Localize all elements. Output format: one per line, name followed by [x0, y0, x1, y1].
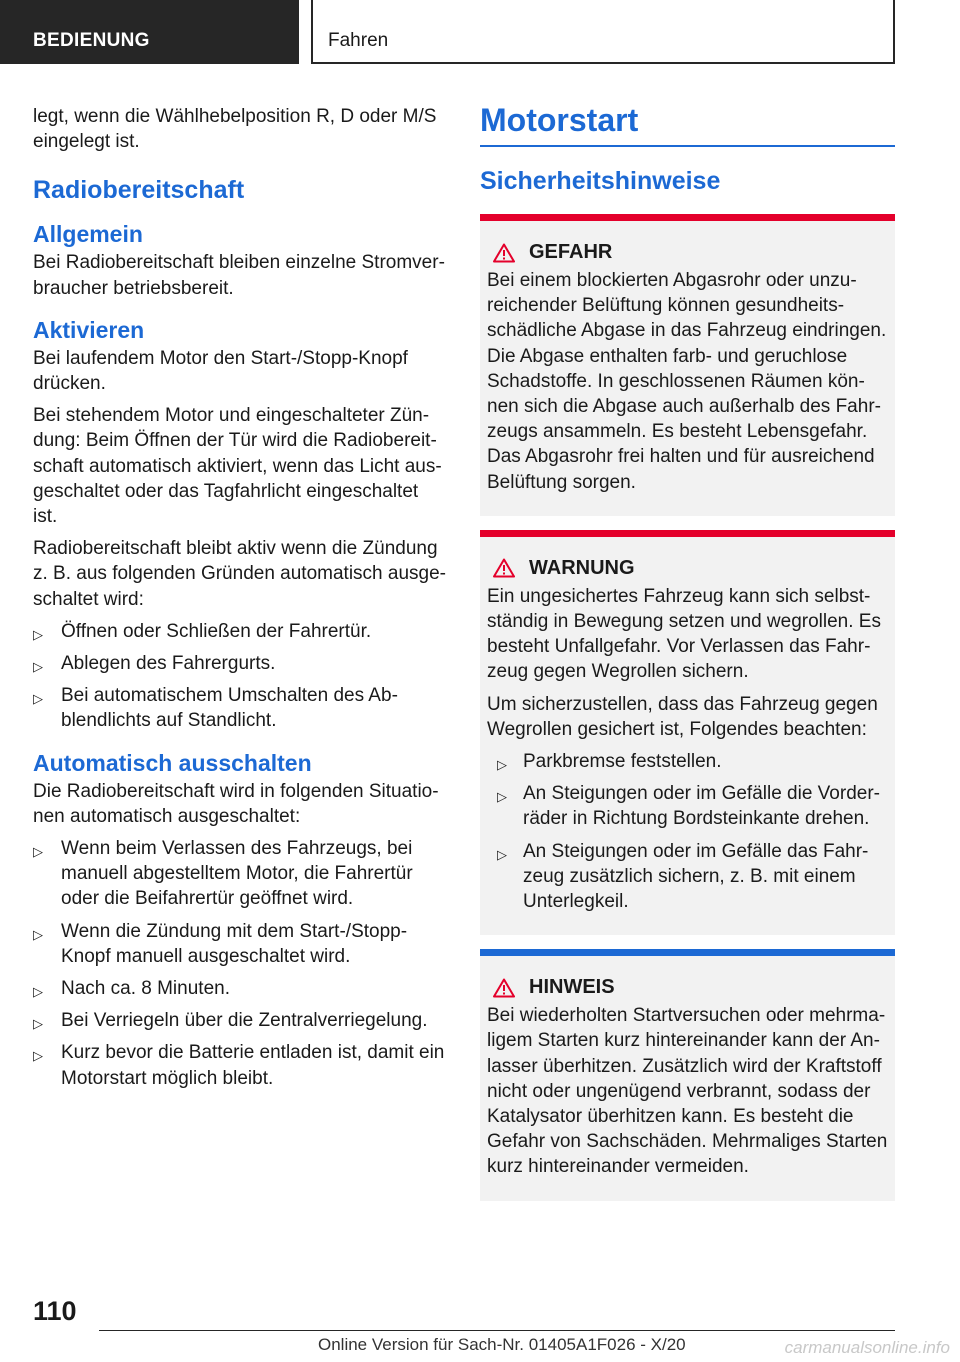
triangle-bullet-icon: ▷	[33, 926, 43, 942]
warning-heading	[487, 557, 888, 580]
allgemein-text: Bei Radiobereitschaft bleiben einzelne Stromverbraucher betriebsbereit.	[33, 252, 445, 299]
aktivieren-p1: Bei laufendem Motor den Start-/Stopp-Knopf drücken.	[33, 347, 408, 395]
danger-label: GEFAHR	[529, 241, 613, 263]
list-item: ▷ Parkbremse feststellen.	[487, 749, 888, 774]
triangle-bullet-icon: ▷	[497, 757, 507, 773]
intro-paragraph: legt, wenn die Wählhebelposition R, D oder M/S eingelegt ist.	[33, 106, 437, 153]
hinweis-label: HINWEIS	[529, 976, 615, 999]
subheading-aktivieren: Aktivieren	[33, 316, 145, 343]
aktivieren-p2: Bei stehendem Motor und eingeschalteter Zündung: Beim Öffnen der Tür wird die Radiobereitschaft automatisch aktiviert, wenn das Licht ausgeschaltet oder das Tagfahrlicht eingeschaltet ist.	[33, 405, 442, 528]
list-item: ▷ Kurz bevor die Batterie entladen ist, damit ein Motorstart möglich bleibt.	[33, 1042, 445, 1089]
section-title-sicherheitshinweise: Sicherheitshinweise	[480, 167, 721, 195]
left-column	[33, 104, 447, 1098]
danger-notice-box	[480, 214, 895, 516]
ausschalten-list	[33, 836, 447, 1091]
list-item: ▷ An Steigungen oder im Gefälle die Vorderräder in Richtung Bordsteinkante drehen.	[497, 783, 880, 830]
warning-list	[487, 749, 888, 914]
hinweis-notice-box	[480, 949, 895, 1200]
list-item: ▷ Bei Verriegeln über die Zentralverriegelung.	[33, 1008, 447, 1033]
triangle-bullet-icon: ▷	[33, 1048, 43, 1064]
right-column	[480, 102, 895, 1215]
section-title-radiobereitschaft: Radiobereitschaft	[33, 176, 245, 205]
list-item: ▷ Bei automatischem Umschalten des Abblendlichts auf Standlicht.	[33, 685, 398, 732]
warning-text: Ein ungesichertes Fahrzeug kann sich selbstständig in Bewegung setzen und wegrollen. Es besteht Unfallgefahr. Vor Verlassen das Fahrzeug gegen Wegrollen sichern.	[487, 585, 881, 683]
footer-online-version: Online Version für Sach-Nr. 01405A1F026 - X/20	[318, 1335, 686, 1354]
warning-triangle-icon	[493, 978, 515, 998]
warning-triangle-icon	[493, 558, 515, 578]
list-item: ▷ Öffnen oder Schließen der Fahrertür.	[33, 619, 447, 644]
warning-triangle-icon	[493, 243, 515, 263]
danger-heading	[487, 241, 888, 264]
triangle-bullet-icon: ▷	[497, 846, 507, 862]
watermark-text: carmanualsonline.info	[784, 1338, 950, 1357]
warning-text-2: Um sicherzustellen, dass das Fahrzeug gegen Wegrollen gesichert ist, Folgendes beachten:	[487, 693, 878, 740]
list-item: ▷ Wenn beim Verlassen des Fahrzeugs, bei manuell abgestelltem Motor, die Fahrertür oder die Beifahrertür geöffnet wird.	[33, 838, 413, 910]
warning-label: WARNUNG	[529, 556, 635, 579]
triangle-bullet-icon: ▷	[33, 691, 43, 707]
triangle-bullet-icon: ▷	[33, 844, 43, 860]
page-number: 110	[33, 1296, 77, 1326]
aktivieren-list	[33, 619, 447, 734]
header-section-tab: BEDIENUNG	[0, 0, 299, 64]
aktivieren-p3: Radiobereitschaft bleibt aktiv wenn die Zündung z. B. aus folgenden Gründen automatisch ausgeschaltet wird:	[33, 538, 446, 610]
danger-text: Bei einem blockierten Abgasrohr oder unzureichender Belüftung können gesundheitsschädliche Abgase in das Fahrzeug eindringen. Die Abgase enthalten farb- und geruchlose Schadstoffe. In geschlossenen Räumen können sich die Abgase auch außerhalb des Fahrzeugs ansammeln. Es besteht Lebensgefahr. Das Abgasrohr frei halten und für ausreichend Belüftung sorgen.	[487, 270, 887, 493]
triangle-bullet-icon: ▷	[33, 1016, 43, 1032]
warning-notice-box	[480, 530, 895, 935]
chapter-title-motorstart: Motorstart	[480, 102, 895, 147]
list-item: ▷ Wenn die Zündung mit dem Start-/Stopp-Knopf manuell ausgeschaltet wird.	[33, 920, 408, 967]
triangle-bullet-icon: ▷	[497, 789, 507, 805]
subheading-allgemein: Allgemein	[33, 221, 143, 248]
list-item: ▷ Ablegen des Fahrergurts.	[33, 651, 447, 676]
hinweis-text: Bei wiederholten Startversuchen oder mehrmaligem Starten kurz hintereinander kann der Anlasser überhitzen. Zusätzlich wird der Kraftstoff nicht oder ungenügend verbrannt, sodass der Katalysator überhitzen kann. Es besteht die Gefahr von Sachschäden. Mehrmaliges Starten kurz hintereinander vermeiden.	[487, 1005, 888, 1178]
footer-divider	[99, 1330, 895, 1331]
ausschalten-text: Die Radiobereitschaft wird in folgenden Situationen automatisch ausgeschaltet:	[33, 780, 439, 827]
list-item: ▷ Nach ca. 8 Minuten.	[33, 976, 447, 1001]
hinweis-heading	[487, 976, 888, 999]
subheading-automatisch-ausschalten: Automatisch ausschalten	[33, 749, 312, 776]
triangle-bullet-icon: ▷	[33, 984, 43, 1000]
triangle-bullet-icon: ▷	[33, 659, 43, 675]
triangle-bullet-icon: ▷	[33, 626, 43, 642]
list-item: ▷ An Steigungen oder im Gefälle das Fahrzeug zusätzlich sichern, z. B. mit einem Unterlegkeil.	[497, 840, 869, 913]
header-chapter-title: Fahren	[311, 0, 895, 64]
